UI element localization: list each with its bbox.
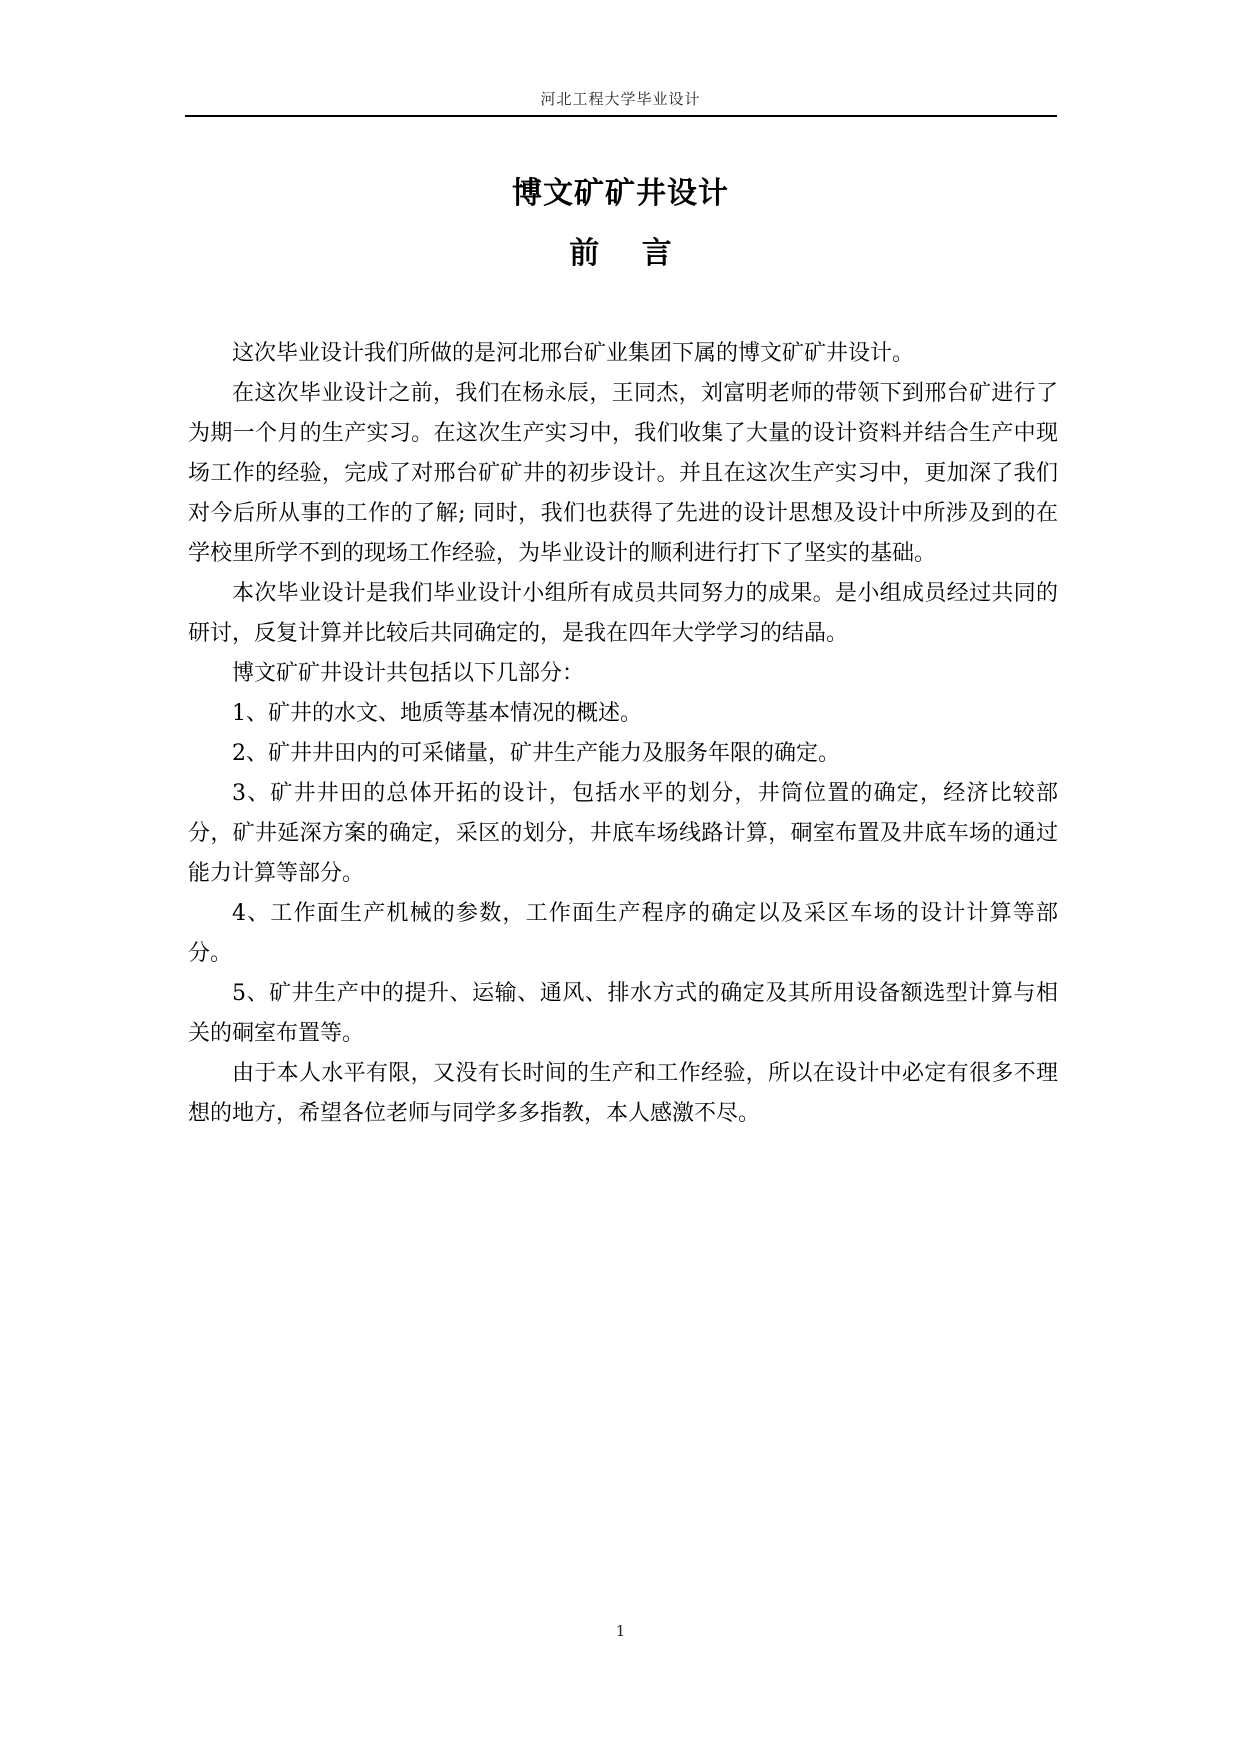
paragraph: 博文矿矿井设计共包括以下几部分： [232,661,585,686]
document-title: 博文矿矿井设计 [512,176,729,211]
paragraph: 这次毕业设计我们所做的是河北邢台矿业集团下属的博文矿矿井设计。 [232,341,915,366]
header-divider [185,115,1057,117]
list-item: 4、工作面生产机械的参数，工作面生产程序的确定以及采区车场的设计计算等部分。 [188,901,1058,966]
list-item: 1、矿井的水文、地质等基本情况的概述。 [232,701,642,726]
running-header: 河北工程大学毕业设计 [540,90,701,108]
list-item: 2、矿井井田内的可采储量，矿井生产能力及服务年限的确定。 [232,741,840,766]
list-item: 3、矿井井田的总体开拓的设计，包括水平的划分，井筒位置的确定，经济比较部分，矿井延深方案的确定，采区的划分，井底车场线路计算，硐室布置及井底车场的通过能力计算等部分。 [188,781,1058,886]
body-text [188,334,1058,1134]
page-number: 1 [615,1622,626,1640]
paragraph: 本次毕业设计是我们毕业设计小组所有成员共同努力的成果。是小组成员经过共同的研讨，反复计算并比较后共同确定的，是我在四年大学学习的结晶。 [188,581,1058,646]
section-heading: 前 言 [569,236,688,271]
list-item: 5、矿井生产中的提升、运输、通风、排水方式的确定及其所用设备额选型计算与相关的硐室布置等。 [188,981,1058,1046]
paragraph: 由于本人水平有限，又没有长时间的生产和工作经验，所以在设计中必定有很多不理想的地方，希望各位老师与同学多多指教，本人感激不尽。 [188,1061,1058,1126]
paragraph: 在这次毕业设计之前，我们在杨永辰，王同杰，刘富明老师的带领下到邢台矿进行了为期一个月的生产实习。在这次生产实习中，我们收集了大量的设计资料并结合生产中现场工作的经验，完成了对邢台矿矿井的初步设计。并且在这次生产实习中，更加深了我们对今后所从事的工作的了解; 同时，我们也获得了先进的设计思想及设计中所涉及到的在学校里所学不到的现场工作经验，为毕业设计的顺利进行打下了坚实的基础。 [188,381,1058,566]
